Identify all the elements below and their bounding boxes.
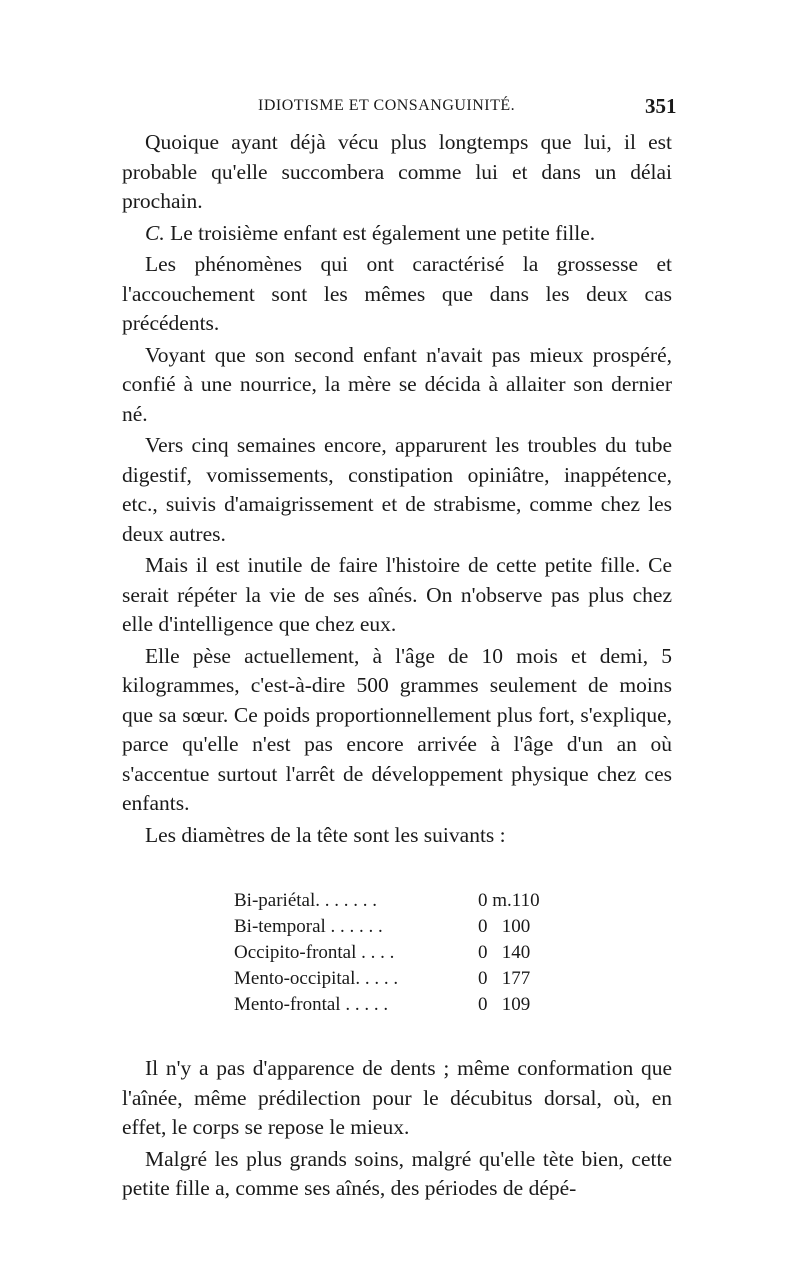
running-title: IDIOTISME ET CONSANGUINITÉ. bbox=[258, 97, 516, 114]
measure-value: 0 m.110 bbox=[478, 890, 540, 911]
paragraph-section-c bbox=[122, 219, 672, 249]
table-row bbox=[234, 888, 540, 914]
section-marker: C. bbox=[145, 220, 165, 245]
running-head bbox=[0, 94, 800, 127]
table-row bbox=[234, 966, 540, 992]
measure-label: Occipito-frontal . . . . bbox=[234, 942, 395, 963]
table-row bbox=[234, 914, 540, 940]
body-text bbox=[122, 128, 672, 1206]
section-c-text: Le troisième enfant est également une petite fille. bbox=[164, 220, 596, 245]
paragraph: Elle pèse actuellement, à l'âge de 10 mois et demi, 5 kilogrammes, c'est-à-dire 500 grammes seulement de moins que sa sœur. Ce poids proportionnellement plus fort, s'explique, parce qu'elle n'est pas encore arrivée à l'âge d'un an où s'accentue surtout l'arrêt de développement physique chez ces enfants. bbox=[122, 643, 672, 815]
table-row bbox=[234, 992, 540, 1018]
measure-label: Mento-occipital. . . . . bbox=[234, 968, 399, 989]
paragraph: Malgré les plus grands soins, malgré qu'elle tète bien, cette petite fille a, comme ses aînés, des périodes de dépé- bbox=[122, 1146, 672, 1200]
measure-value: 0 140 bbox=[478, 942, 531, 963]
measure-label: Bi-temporal . . . . . . bbox=[234, 916, 383, 937]
paragraph: Vers cinq semaines encore, apparurent les troubles du tube digestif, vomissements, constipation opiniâtre, inappétence, etc., suivis d'amaigrissement et de strabisme, comme chez les deux autres. bbox=[122, 433, 672, 546]
table-row bbox=[234, 940, 540, 966]
paragraph: Voyant que son second enfant n'avait pas mieux prospéré, confié à une nourrice, la mère se décida à allaiter son dernier né. bbox=[122, 342, 672, 426]
measure-value: 0 100 bbox=[478, 916, 531, 937]
measure-label: Bi-pariétal. . . . . . . bbox=[234, 890, 377, 911]
paragraph: Les phénomènes qui ont caractérisé la grossesse et l'accouchement sont les mêmes que dans les deux cas précédents. bbox=[122, 252, 672, 335]
measure-value: 0 177 bbox=[478, 968, 531, 989]
measure-value: 0 109 bbox=[478, 994, 531, 1015]
paragraph: Il n'y a pas d'apparence de dents ; même conformation que l'aînée, même prédilection pour le décubitus dorsal, où, en effet, le corps se repose le mieux. bbox=[122, 1056, 672, 1139]
paragraph: Quoique ayant déjà vécu plus longtemps que lui, il est probable qu'elle succombera comme lui et dans un délai prochain. bbox=[122, 130, 672, 213]
paragraph: Mais il est inutile de faire l'histoire de cette petite fille. Ce serait répéter la vie de ses aînés. On n'observe pas plus chez elle d'intelligence que chez eux. bbox=[122, 553, 672, 636]
measure-label: Mento-frontal . . . . . bbox=[234, 994, 389, 1015]
page-number: 351 bbox=[645, 94, 677, 118]
head-diameters-table bbox=[234, 888, 540, 1018]
paragraph: Les diamètres de la tête sont les suivants : bbox=[145, 822, 506, 847]
